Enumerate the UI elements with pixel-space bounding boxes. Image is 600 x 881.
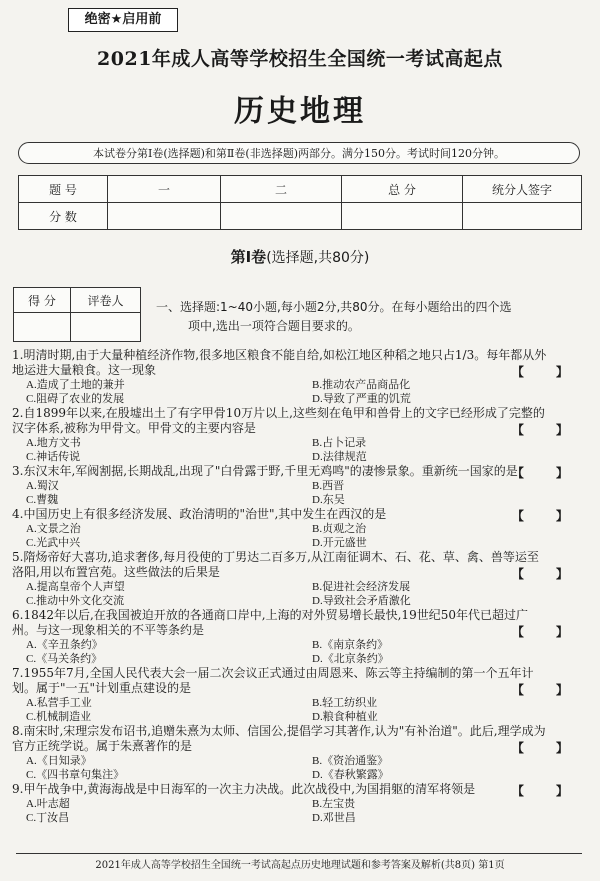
score-input-cell[interactable]	[108, 203, 221, 230]
answer-bracket[interactable]: 【 】	[511, 567, 582, 581]
question-stem: 8.南宋时,宋理宗发布诏书,追赠朱熹为太师、信国公,提倡学习其著作,认为"有补治道"。此后,理学成为官方正统学说。属于朱熹著作的是	[12, 724, 546, 753]
question-option: D.《北京条约》	[312, 653, 389, 665]
question-option: A.造成了土地的兼并	[26, 379, 125, 391]
question-item	[12, 666, 582, 724]
question-option: B.推动农产品商品化	[312, 379, 411, 391]
question-option: C.阻碍了农业的发展	[26, 393, 125, 405]
question-item	[12, 782, 582, 825]
score-table-cell: 总 分	[342, 176, 463, 203]
answer-bracket[interactable]: 【 】	[511, 423, 582, 437]
section-instruction	[156, 298, 576, 336]
question-option: A.私营手工业	[26, 697, 92, 709]
question-option: B.《资治通鉴》	[312, 755, 389, 767]
question-option: C.丁汝昌	[26, 812, 70, 824]
answer-bracket[interactable]: 【 】	[511, 683, 582, 697]
exam-notice: 本试卷分第Ⅰ卷(选择题)和第Ⅱ卷(非选择题)两部分。满分150分。考试时间120分钟。	[18, 142, 580, 164]
question-list	[12, 348, 582, 825]
question-option: A.蜀汉	[26, 480, 59, 492]
question-option: A.地方文书	[26, 437, 81, 449]
question-options	[12, 754, 582, 782]
question-option: B.西晋	[312, 480, 345, 492]
grader-table-cell: 得 分	[14, 288, 71, 313]
question-option: A.提高皇帝个人声望	[26, 581, 125, 593]
grader-table-header-row	[14, 288, 141, 313]
grader-table-input-row	[14, 313, 141, 342]
question-option: D.粮食种植业	[312, 711, 378, 723]
question-option: B.轻工纺织业	[312, 697, 378, 709]
question-item	[12, 406, 582, 464]
question-options	[12, 479, 582, 507]
score-table-cell: 统分人签字	[463, 176, 582, 203]
question-option: B.促进社会经济发展	[312, 581, 411, 593]
answer-bracket[interactable]: 【 】	[511, 466, 582, 480]
grader-name-cell[interactable]	[71, 313, 141, 342]
question-option: A.文景之治	[26, 523, 81, 535]
score-table-cell: 题 号	[19, 176, 108, 203]
exam-title: 2021年成人高等学校招生全国统一考试高起点	[97, 48, 503, 70]
question-option: C.机械制造业	[26, 711, 92, 723]
question-option: C.神话传说	[26, 451, 81, 463]
question-option: D.东吴	[312, 494, 345, 506]
question-option: D.邓世昌	[312, 812, 356, 824]
question-option: D.开元盛世	[312, 537, 367, 549]
question-options	[12, 638, 582, 666]
section-heading	[0, 246, 600, 267]
question-stem: 3.东汉末年,军阀割据,长期战乱,出现了"白骨露于野,千里无鸡鸣"的凄惨景象。重新统一国家的是	[12, 464, 518, 478]
score-table-cell: 二	[221, 176, 342, 203]
score-table-header-row	[19, 176, 582, 203]
question-stem: 5.隋炀帝好大喜功,追求奢侈,每月役使的丁男达二百多万,从江南征调木、石、花、草、禽、兽等运至洛阳,用以布置宫苑。这些做法的后果是	[12, 550, 539, 579]
signature-input-cell[interactable]	[463, 203, 582, 230]
instruction-line: 一、选择题:1~40小题,每小题2分,共80分。在每小题给出的四个选	[156, 300, 512, 314]
page-footer: 2021年成人高等学校招生全国统一考试高起点历史地理试题和参考答案及解析(共8页) 第1页	[95, 860, 505, 871]
question-options	[12, 580, 582, 608]
question-options	[12, 797, 582, 825]
question-item	[12, 724, 582, 782]
question-stem: 4.中国历史上有很多经济发展、政治清明的"治世",其中发生在西汉的是	[12, 507, 387, 521]
question-option: C.《四书章句集注》	[26, 769, 125, 781]
question-option: B.贞观之治	[312, 523, 367, 535]
question-option: B.《南京条约》	[312, 639, 389, 651]
footer-divider	[16, 853, 582, 854]
answer-bracket[interactable]: 【 】	[511, 365, 582, 379]
grader-table	[13, 287, 141, 342]
score-input-cell[interactable]	[342, 203, 463, 230]
question-stem: 9.甲午战争中,黄海海战是中日海军的一次主力决战。此次战役中,为国捐躯的清军将领是	[12, 782, 476, 796]
question-option: D.导致了严重的饥荒	[312, 393, 411, 405]
question-options	[12, 696, 582, 724]
question-option: B.占卜记录	[312, 437, 367, 449]
section-title: 第Ⅰ卷	[230, 248, 267, 266]
question-option: D.导致社会矛盾激化	[312, 595, 411, 607]
answer-bracket[interactable]: 【 】	[511, 625, 582, 639]
question-option: D.《春秋繁露》	[312, 769, 389, 781]
question-option: A.《辛丑条约》	[26, 639, 103, 651]
question-stem: 1.明清时期,由于大量种植经济作物,很多地区粮食不能自给,如松江地区种稻之地只占1/3。每年都从外地运进大量粮食。这一现象	[12, 348, 547, 377]
question-options	[12, 436, 582, 464]
question-stem: 6.1842年以后,在我国被迫开放的各通商口岸中,上海的对外贸易增长最快,19世纪50年代已超过广州。与这一现象相关的不平等条约是	[12, 608, 528, 637]
answer-bracket[interactable]: 【 】	[511, 784, 582, 798]
question-item	[12, 507, 582, 550]
question-stem: 2.自1899年以来,在殷墟出土了有字甲骨10万片以上,这些刻在龟甲和兽骨上的文字已经形成了完整的汉字体系,被称为甲骨文。甲骨文的主要内容是	[12, 406, 545, 435]
question-item	[12, 464, 582, 507]
question-option: C.光武中兴	[26, 537, 81, 549]
question-option: B.左宝贵	[312, 798, 356, 810]
question-item	[12, 348, 582, 406]
question-stem: 7.1955年7月,全国人民代表大会一届二次会议正式通过由周恩来、陈云等主持编制的第一个五年计划。属于"一五"计划重点建设的是	[12, 666, 534, 695]
question-option: A.叶志超	[26, 798, 70, 810]
question-option: D.法律规范	[312, 451, 367, 463]
question-option: C.《马关条约》	[26, 653, 103, 665]
score-table-score-row	[19, 203, 582, 230]
question-options	[12, 378, 582, 406]
question-item	[12, 550, 582, 608]
answer-bracket[interactable]: 【 】	[511, 509, 582, 523]
score-table-cell: 一	[108, 176, 221, 203]
subject-title: 历史地理	[234, 94, 366, 129]
answer-bracket[interactable]: 【 】	[511, 741, 582, 755]
question-item	[12, 608, 582, 666]
grader-table-cell: 评卷人	[71, 288, 141, 313]
confidential-label: 绝密★启用前	[68, 8, 178, 32]
question-option: C.推动中外文化交流	[26, 595, 125, 607]
score-table	[18, 175, 582, 230]
grader-score-cell[interactable]	[14, 313, 71, 342]
question-option: A.《日知录》	[26, 755, 92, 767]
score-input-cell[interactable]	[221, 203, 342, 230]
instruction-line: 项中,选出一项符合题目要求的。	[188, 319, 360, 333]
question-option: C.曹魏	[26, 494, 59, 506]
score-table-cell: 分 数	[19, 203, 108, 230]
question-options	[12, 522, 582, 550]
section-subtitle: (选择题,共80分)	[266, 250, 370, 266]
